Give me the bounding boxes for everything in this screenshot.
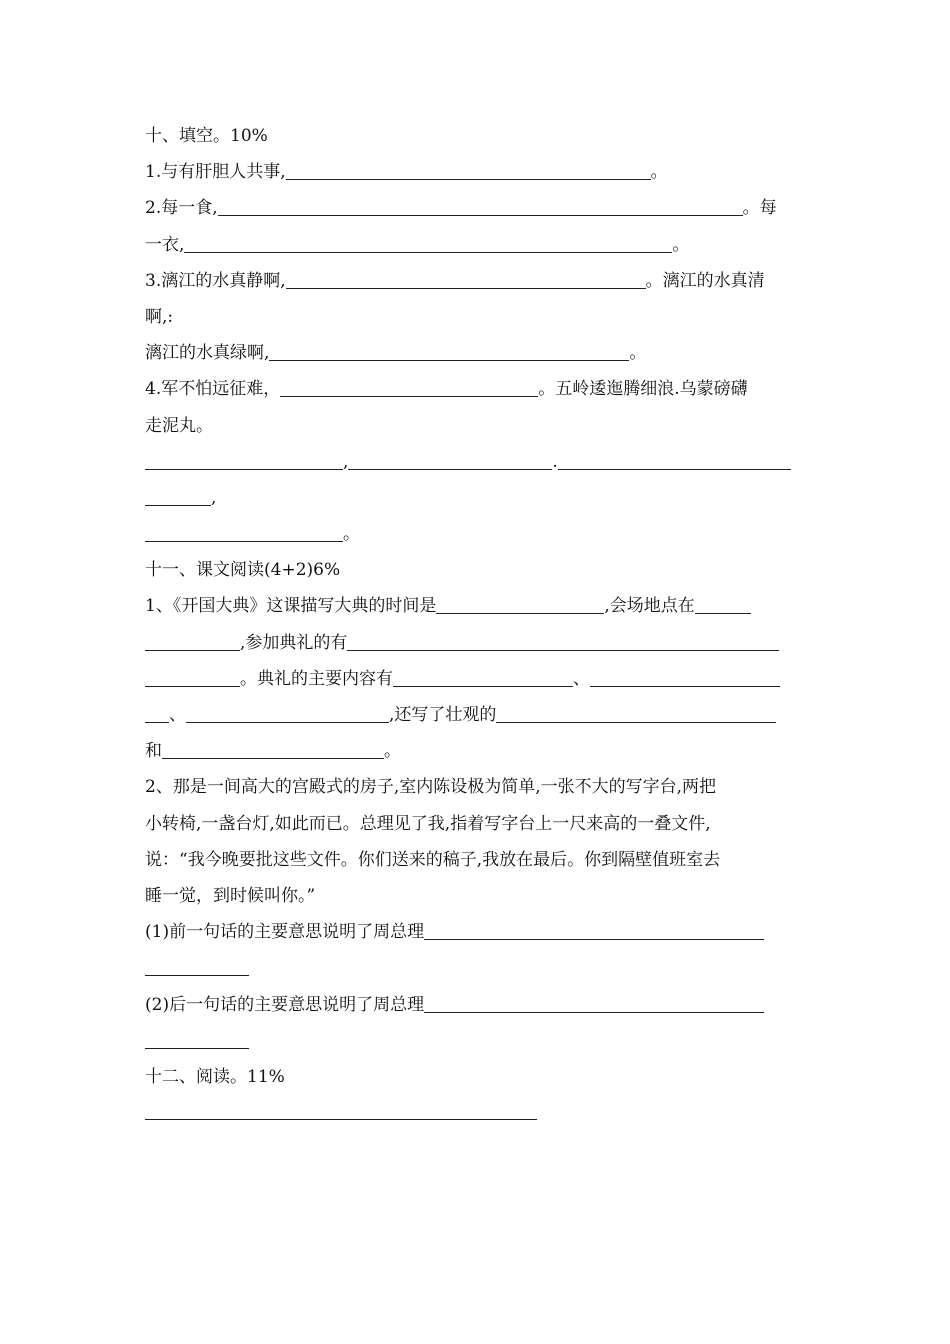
answer-blank[interactable] [269, 360, 629, 361]
reading-passage-line: 睡一觉，到时候叫你。” [145, 885, 316, 906]
answer-blank[interactable] [424, 939, 764, 940]
answer-blank[interactable] [145, 722, 169, 723]
answer-blank[interactable] [145, 1119, 537, 1120]
reading-q2-sub2-cont [145, 1023, 805, 1059]
answer-blank[interactable] [695, 613, 751, 614]
reading-q1-line4: 、 ,还写了壮观的 [145, 697, 805, 733]
section-12-title: 十二、阅读。11% [145, 1066, 285, 1087]
answer-blank[interactable] [145, 975, 249, 976]
fill-q3-line1: 3.漓江的水真静啊, 。漓江的水真清 [145, 270, 765, 291]
answer-blank[interactable] [590, 686, 780, 687]
worksheet-page [145, 118, 805, 1120]
answer-blank[interactable] [145, 541, 343, 542]
answer-blank[interactable] [393, 686, 573, 687]
reading-q2-sub1-cont [145, 950, 805, 986]
answer-blank[interactable] [436, 613, 604, 614]
answer-blank[interactable] [558, 469, 791, 470]
answer-blank[interactable] [496, 722, 776, 723]
reading-q2-sub1: (1)前一句话的主要意思说明了周总理 [145, 914, 805, 950]
answer-blank[interactable] [347, 650, 779, 651]
reading-passage-line: 2、那是一间高大的宫殿式的房子,室内陈设极为简单,一张不大的写字台,两把 [145, 777, 717, 798]
fill-q4-line5: 。 [145, 516, 805, 552]
fill-q2-line2: 一衣, 。 [145, 234, 690, 255]
answer-blank[interactable] [184, 252, 672, 253]
fill-q2-line1: 2.每一食, 。每 [145, 198, 777, 219]
reading-q1-line2: ,参加典礼的有 [145, 625, 805, 661]
answer-blank[interactable] [145, 469, 343, 470]
answer-blank[interactable] [286, 288, 646, 289]
section-10-title: 十、填空。10% [145, 126, 268, 146]
fill-q3-line2: 啊,: [145, 306, 174, 327]
answer-blank[interactable] [424, 1012, 764, 1013]
reading-passage-line: 小转椅,一盏台灯,如此而已。总理见了我,指着写字台上一尺来高的一叠文件, [145, 813, 711, 834]
answer-blank[interactable] [348, 469, 552, 470]
answer-blank[interactable] [145, 1048, 249, 1049]
fill-q4-line1: 4.军不怕远征难， 。五岭逶迤腾细浪.乌蒙磅礴 [145, 379, 748, 400]
reading-passage-line: 说：“我今晚要批这些文件。你们送来的稿子,我放在最后。你到隔壁值班室去 [145, 849, 721, 870]
answer-blank[interactable] [145, 686, 240, 687]
reading-q1-line5: 和 。 [145, 741, 401, 762]
reading-q2-sub2: (2)后一句话的主要意思说明了周总理 [145, 987, 805, 1023]
answer-blank[interactable] [280, 396, 538, 397]
answer-blank[interactable] [186, 722, 389, 723]
answer-blank[interactable] [145, 505, 211, 506]
fill-q4-line2: 走泥丸。 [145, 415, 213, 436]
answer-blank[interactable] [286, 179, 651, 180]
reading-q1-line1: 1、《开国大典》这课描写大典的时间是 ,会场地点在 [145, 588, 805, 624]
reading-q1-line3: 。典礼的主要内容有 、 [145, 661, 805, 697]
fill-q4-line4: , [145, 480, 805, 516]
fill-q3-line3: 漓江的水真绿啊, 。 [145, 343, 647, 364]
answer-blank[interactable] [145, 650, 240, 651]
fill-q1: 1.与有肝胆人共事, 。 [145, 162, 668, 183]
answer-blank[interactable] [218, 215, 743, 216]
answer-blank[interactable] [162, 758, 384, 759]
fill-q4-line3: , . [145, 444, 805, 480]
section-11-title: 十一、课文阅读(4+2)6% [145, 560, 341, 581]
